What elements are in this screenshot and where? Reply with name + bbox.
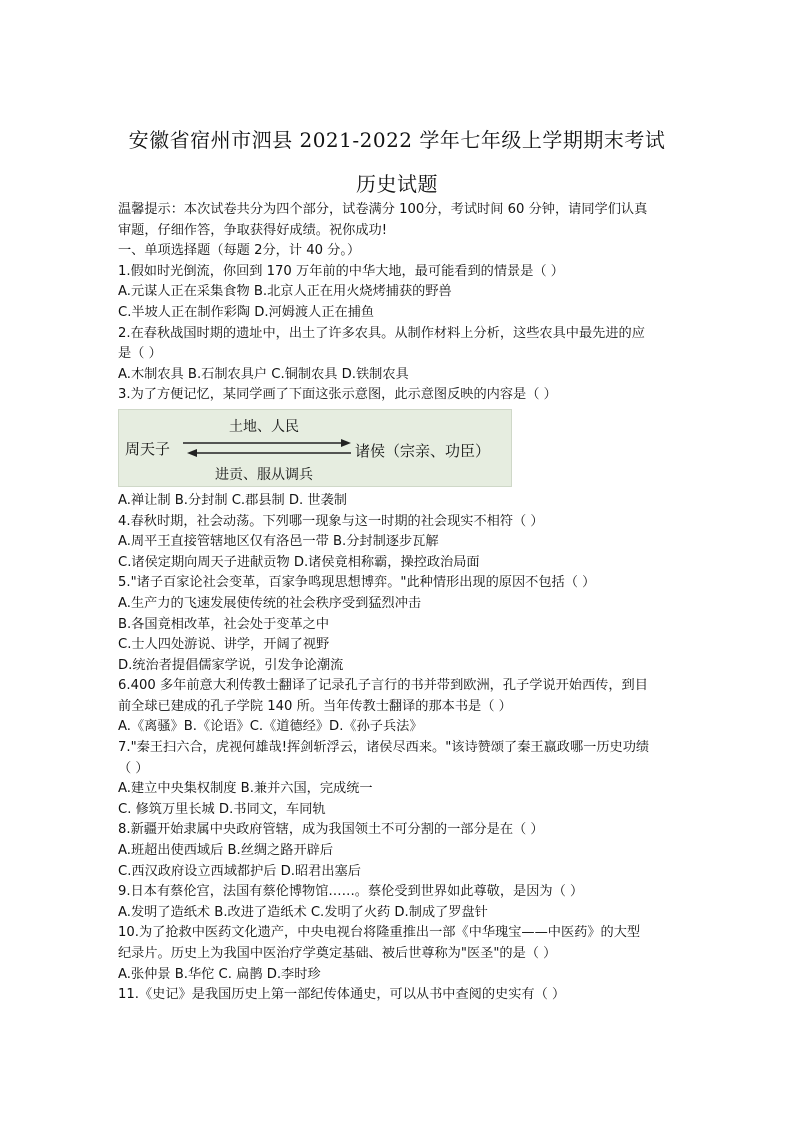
question-line: 5."诸子百家论社会变革，百家争鸣现思想博弈。"此种情形出现的原因不包括（ ） xyxy=(118,575,596,591)
option-line: C. 修筑万里长城 D.书同文，车同轨 xyxy=(118,801,326,817)
question-line: 是（ ） xyxy=(118,346,162,362)
option-line: D.统治者提倡儒家学说，引发争论潮流 xyxy=(118,657,344,673)
option-line: C.半坡人正在制作彩陶 D.河姆渡人正在捕鱼 xyxy=(118,304,375,320)
option-line: C.西汉政府设立西域都护后 D.昭君出塞后 xyxy=(118,863,361,879)
option-line: B.各国竟相改革，社会处于变革之中 xyxy=(118,616,330,632)
option-line: A.周平王直接管辖地区仅有洛邑一带 B.分封制逐步瓦解 xyxy=(118,534,439,550)
option-line: A.禅让制 B.分封制 C.郡县制 D. 世袭制 xyxy=(118,492,347,508)
diagram-bottom-label: 进贡、服从调兵 xyxy=(215,466,313,483)
arrow-left-head xyxy=(187,449,197,457)
question-line: （ ） xyxy=(118,760,149,776)
option-line: A.发明了造纸术 B.改进了造纸术 C.发明了火药 D.制成了罗盘针 xyxy=(118,904,488,920)
question-line: 6.400 多年前意大利传教士翻译了记录孔子言行的书并带到欧洲，孔子学说开始西传，到目 xyxy=(118,678,648,694)
question-line: 纪录片。历史上为我国中医治疗学奠定基础、被后世尊称为"医圣"的是（ ） xyxy=(118,946,557,961)
option-line: A.木制农具 B.石制农具户 C.铜制农具 D.铁制农具 xyxy=(118,366,409,382)
question-line: 前全球已建成的孔子学院 140 所。当年传教士翻译的那本书是（ ） xyxy=(118,698,512,714)
option-line: A.《离骚》B.《论语》C.《道德经》D.《孙子兵法》 xyxy=(118,719,423,735)
exam-content xyxy=(118,200,683,1006)
section-heading: 一、单项选择题（每题 2分，计 40 分。） xyxy=(118,243,361,259)
option-line: A.元谋人正在采集食物 B.北京人正在用火烧烤捕获的野兽 xyxy=(118,284,452,300)
notice-line: 审题，仔细作答，争取获得好成绩。祝你成功! xyxy=(118,222,388,238)
question-line: 9.日本有蔡伦宫，法国有蔡伦博物馆……。蔡伦受到世界如此尊敬，是因为（ ） xyxy=(118,884,584,900)
arrow-right-head xyxy=(341,439,351,447)
question-line: 3.为了方便记忆，某同学画了下面这张示意图，此示意图反映的内容是（ ） xyxy=(118,387,557,403)
enfeoffment-diagram xyxy=(118,409,512,487)
option-line: A.班超出使西域后 B.丝绸之路开辟后 xyxy=(118,843,334,859)
option-line: A.建立中央集权制度 B.兼并六国，完成统一 xyxy=(118,781,373,797)
exam-subtitle: 历史试题 xyxy=(356,172,438,196)
question-line: 8.新疆开始隶属中央政府管辖，成为我国领土不可分割的一部分是在（ ） xyxy=(118,822,544,838)
option-line: A.生产力的飞速发展使传统的社会秩序受到猛烈冲击 xyxy=(118,595,422,611)
question-line: 11.《史记》是我国历史上第一部纪传体通史，可以从书中查阅的史实有（ ） xyxy=(118,987,566,1003)
notice-line: 温馨提示：本次试卷共分为四个部分，试卷满分 100分，考试时间 60 分钟，请同学们认真 xyxy=(118,202,648,217)
option-line: C.士人四处游说、讲学，开阔了视野 xyxy=(118,637,330,653)
question-line: 10.为了抢救中医药文化遗产，中央电视台将隆重推出一部《中华瑰宝——中医药》的大型 xyxy=(118,925,641,941)
diagram-right-label: 诸侯（宗亲、功臣） xyxy=(355,441,491,460)
question-line: 2.在春秋战国时期的遗址中，出土了许多农具。从制作材料上分析，这些农具中最先进的应 xyxy=(118,325,645,341)
exam-title: 安徽省宿州市泗县 2021-2022 学年七年级上学期期末考试 xyxy=(128,128,666,152)
option-line: A.张仲景 B.华佗 C. 扁鹊 D.李时珍 xyxy=(118,966,321,982)
diagram-left-label: 周天子 xyxy=(125,439,171,458)
option-line: C.诸侯定期向周天子进献贡物 D.诸侯竟相称霸，操控政治局面 xyxy=(118,554,480,570)
question-line: 7."秦王扫六合，虎视何雄哉!挥剑斩浮云，诸侯尽西来。"该诗赞颂了秦王嬴政哪一历史功绩 xyxy=(118,740,650,756)
question-line: 1.假如时光倒流，你回到 170 万年前的中华大地，最可能看到的情景是（ ） xyxy=(118,263,564,279)
question-line: 4.春秋时期，社会动荡。下列哪一现象与这一时期的社会现实不相符（ ） xyxy=(118,513,544,529)
diagram-top-label: 土地、人民 xyxy=(229,418,299,435)
